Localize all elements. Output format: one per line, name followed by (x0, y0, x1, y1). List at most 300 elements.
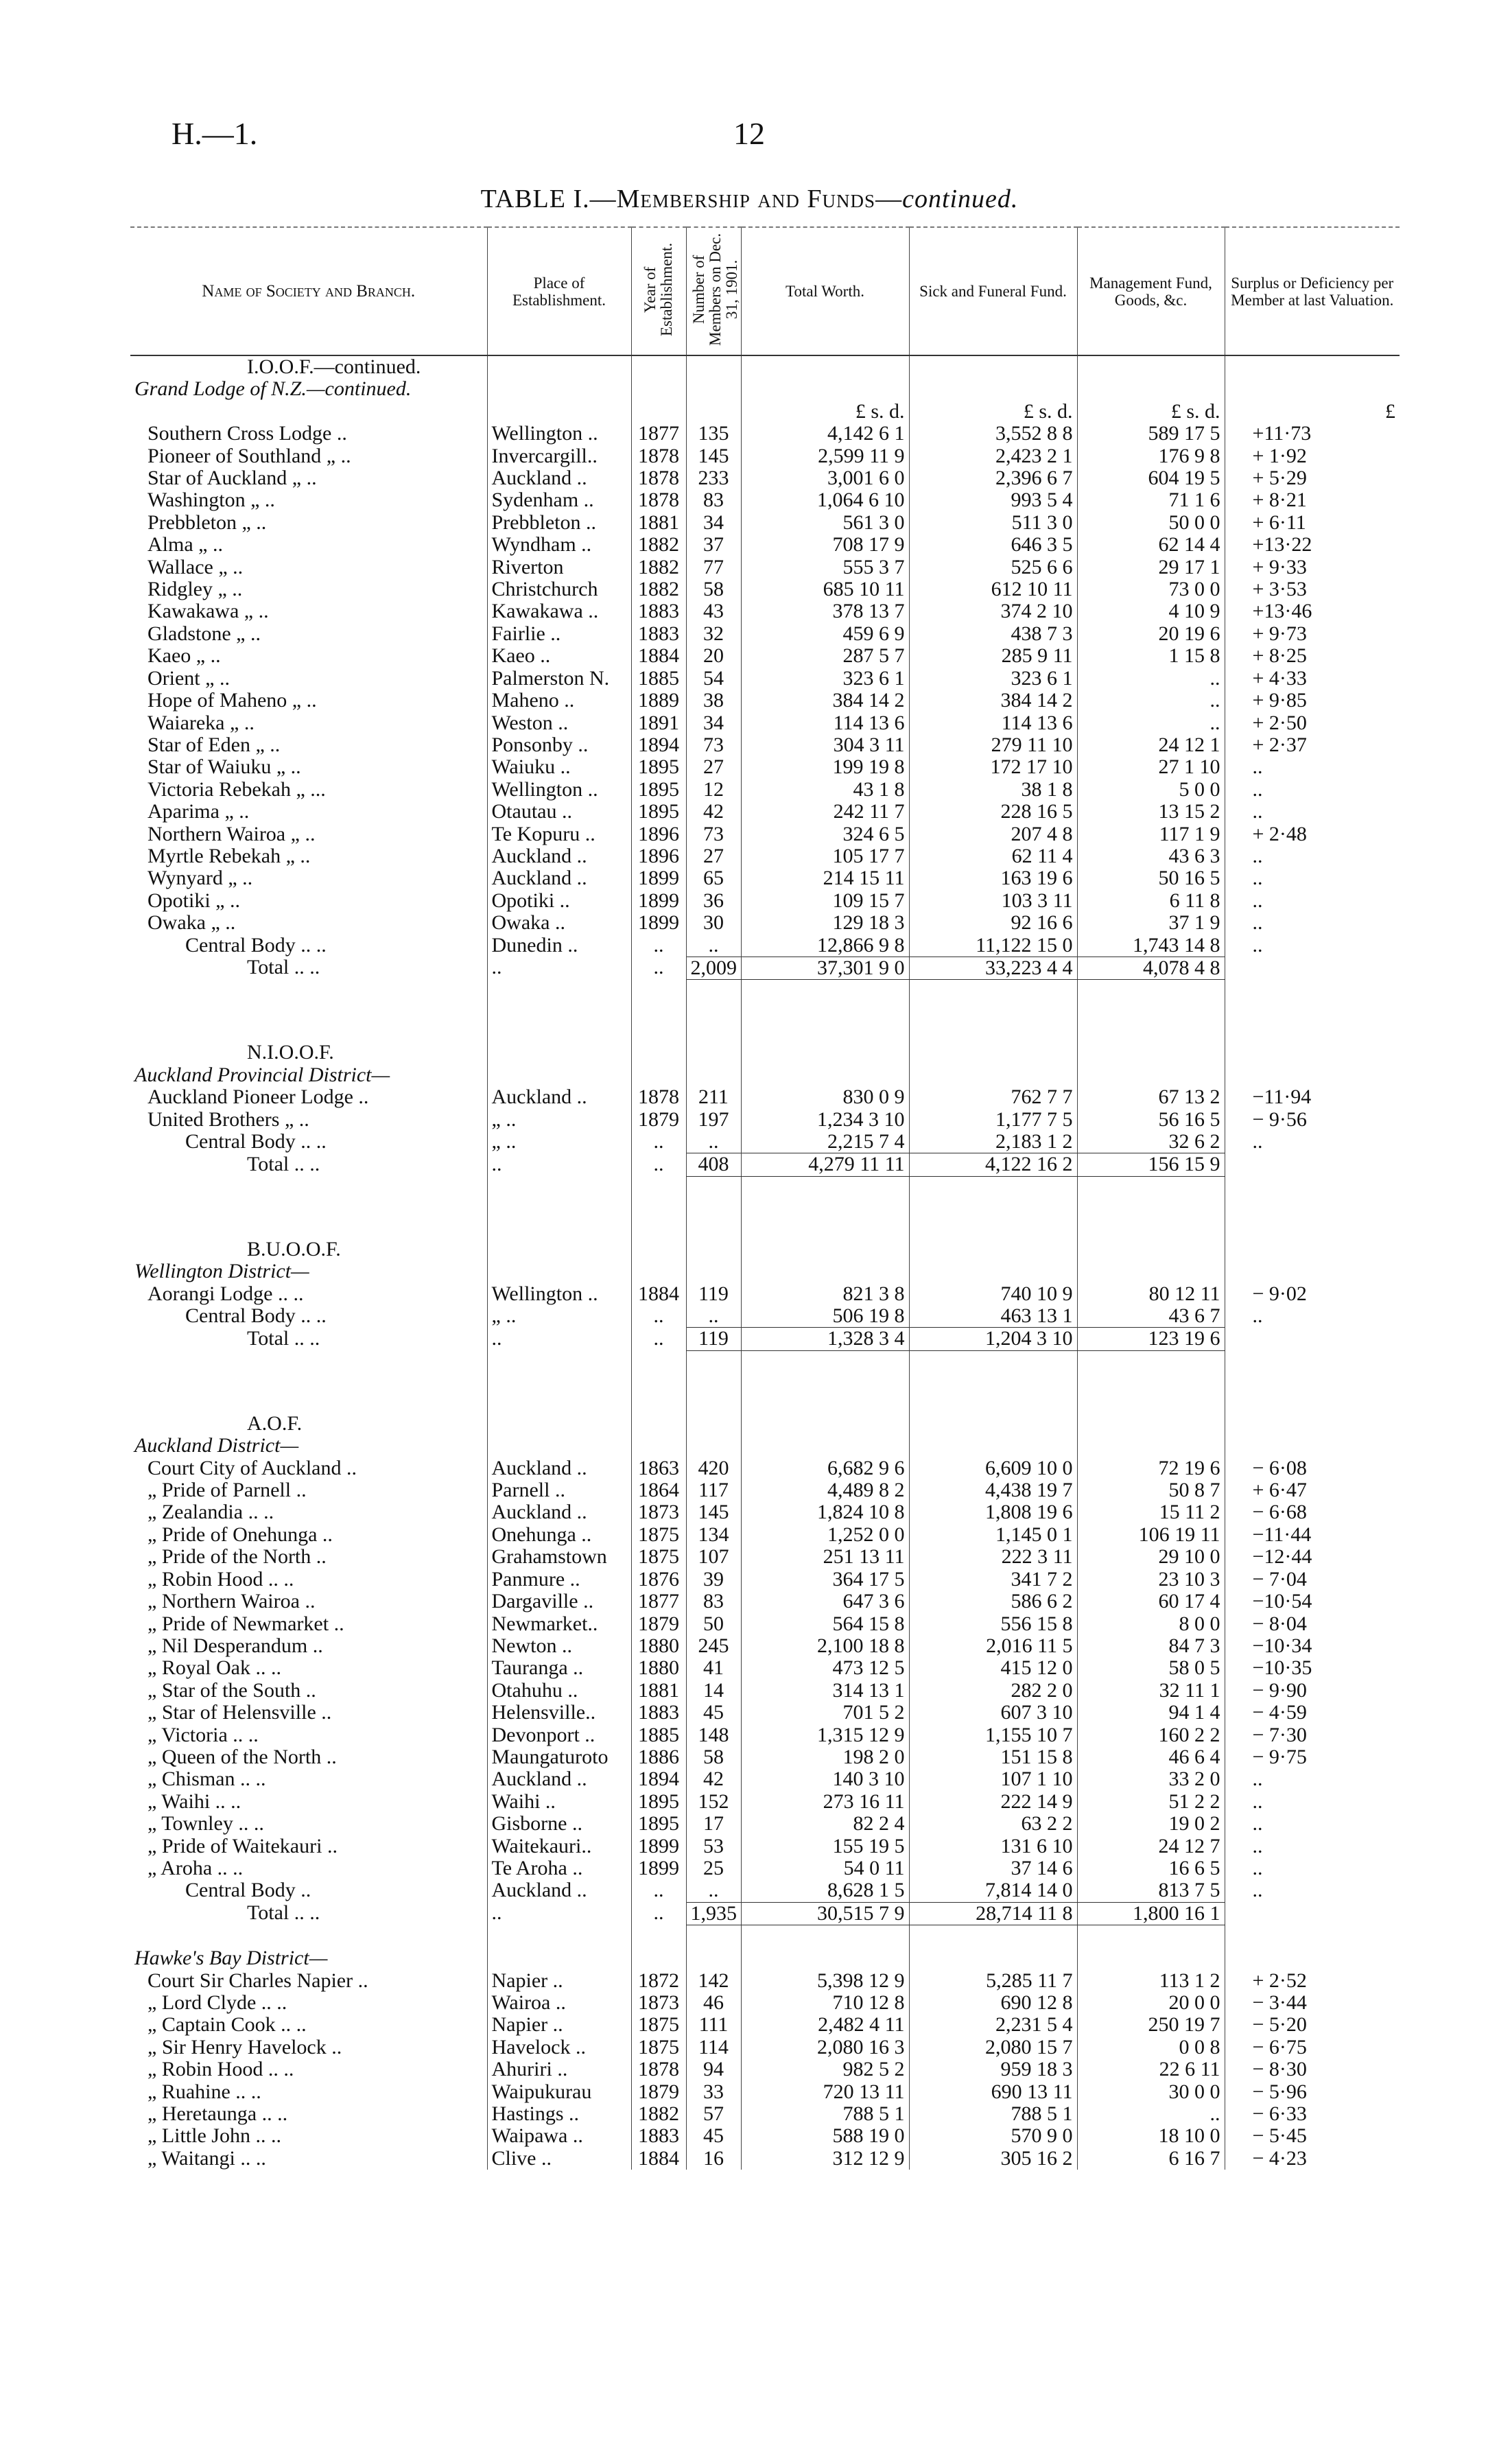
cell-total-worth: 105 17 7 (741, 845, 909, 867)
cell-management-fund: 50 0 0 (1077, 512, 1225, 534)
cell-surplus: −11·94 (1225, 1086, 1400, 1108)
cell-place: Sydenham .. (487, 489, 631, 511)
cell-total-worth: 555 3 7 (741, 556, 909, 578)
cell-total-worth: 378 13 7 (741, 600, 909, 622)
cell-year: 1894 (631, 734, 686, 756)
table-row (130, 734, 1400, 756)
empty-cell (686, 1947, 741, 1969)
cell-sick-fund: 525 6 6 (909, 556, 1077, 578)
cell-year: 1872 (631, 1970, 686, 1992)
total-cell-year: .. (631, 1328, 686, 1350)
cell-branch-name: „ Aroha .. .. (147, 1857, 244, 1879)
table-row (130, 2037, 1400, 2058)
cell-year: 1895 (631, 1791, 686, 1813)
empty-cell (631, 1947, 686, 1969)
cell-members: 14 (686, 1680, 741, 1702)
cell-branch-name: Star of Auckland „ .. (147, 467, 317, 490)
cell-surplus: .. (1225, 890, 1400, 912)
section-title (130, 1042, 1400, 1064)
cell-total-worth: 459 6 9 (741, 623, 909, 645)
table-row (130, 623, 1400, 645)
table-row (130, 467, 1400, 489)
cell-surplus: − 6·08 (1225, 1457, 1400, 1479)
cell-sick-fund: 2,423 2 1 (909, 445, 1077, 467)
cell-place: „ .. (487, 1305, 631, 1328)
total-label: Total .. .. (247, 957, 320, 979)
spacer-row (130, 980, 1400, 1042)
empty-cell (631, 1064, 686, 1086)
cell-year: 1879 (631, 1109, 686, 1131)
cell-members: 33 (686, 2081, 741, 2103)
cell-branch-name: „ Northern Wairoa .. (147, 1591, 316, 1613)
cell-members: 142 (686, 1970, 741, 1992)
total-cell-year: .. (631, 957, 686, 979)
cell-surplus: +13·46 (1225, 600, 1400, 622)
empty-cell (741, 1042, 909, 1064)
cell-branch-name: Owaka „ .. (147, 912, 236, 935)
cell-management-fund: 6 11 8 (1077, 890, 1225, 912)
cell-place: Fairlie .. (487, 623, 631, 645)
cell-sick-fund: 323 6 1 (909, 668, 1077, 690)
cell-sick-fund: 607 3 10 (909, 1702, 1077, 1724)
spacer-cell (1225, 1350, 1400, 1413)
cell-total-worth: 685 10 11 (741, 578, 909, 600)
cell-sick-fund: 62 11 4 (909, 845, 1077, 867)
table-row (130, 823, 1400, 845)
cell-year: 1873 (631, 1992, 686, 2014)
table-row (130, 2014, 1400, 2036)
cell-branch-name: Hope of Maheno „ .. (147, 690, 317, 712)
cell-total-worth: 109 15 7 (741, 890, 909, 912)
empty-cell (487, 1042, 631, 1064)
cell-management-fund: 29 10 0 (1077, 1546, 1225, 1568)
total-cell-management-fund: 156 15 9 (1077, 1153, 1225, 1176)
cell-management-fund: 56 16 5 (1077, 1109, 1225, 1131)
spacer-cell (631, 1350, 686, 1413)
cell-place: Auckland .. (487, 867, 631, 889)
cell-surplus: .. (1225, 845, 1400, 867)
cell-total-worth: 701 5 2 (741, 1702, 909, 1724)
cell-year: 1873 (631, 1501, 686, 1523)
section-subtitle (130, 1947, 1400, 1969)
spacer-cell (487, 1925, 631, 1948)
empty-cell (741, 355, 909, 378)
cell-place: Clive .. (487, 2148, 631, 2170)
cell-place: Napier .. (487, 1970, 631, 1992)
cell-branch-name: „ Nil Desperandum .. (147, 1634, 323, 1657)
cell-year: 1878 (631, 489, 686, 511)
empty-cell (1077, 1947, 1225, 1969)
empty-cell (909, 355, 1077, 378)
table-row (130, 1813, 1400, 1835)
cell-sick-fund: 2,396 6 7 (909, 467, 1077, 489)
spacer-cell (909, 1925, 1077, 1948)
unit-label: £ s. d. (741, 401, 909, 423)
table-row (130, 779, 1400, 801)
empty-cell (487, 1947, 631, 1969)
cell-management-fund: .. (1077, 690, 1225, 712)
total-cell-members: 119 (686, 1328, 741, 1350)
cell-members: 39 (686, 1569, 741, 1591)
cell-place: Wellington .. (487, 423, 631, 445)
cell-year: 1875 (631, 2037, 686, 2058)
cell-sick-fund: 740 10 9 (909, 1283, 1077, 1305)
cell-surplus: .. (1225, 1879, 1400, 1902)
cell-year: 1864 (631, 1479, 686, 1501)
cell-total-worth: 54 0 11 (741, 1857, 909, 1879)
cell-total-worth: 710 12 8 (741, 1992, 909, 2014)
total-cell-surplus (1225, 1328, 1400, 1350)
cell-surplus: .. (1225, 1305, 1400, 1328)
table-row (130, 1835, 1400, 1857)
table-title (0, 184, 1499, 214)
cell-surplus: + 8·21 (1225, 489, 1400, 511)
cell-year: 1883 (631, 1702, 686, 1724)
table-row (130, 2103, 1400, 2125)
cell-surplus: − 9·02 (1225, 1283, 1400, 1305)
empty-cell (487, 355, 631, 378)
table-row (130, 1970, 1400, 1992)
spacer-cell (741, 1925, 909, 1948)
cell-total-worth: 242 11 7 (741, 801, 909, 823)
empty-cell (631, 355, 686, 378)
cell-members: 30 (686, 912, 741, 934)
cell-management-fund: 0 0 8 (1077, 2037, 1225, 2058)
cell-place: Otahuhu .. (487, 1680, 631, 1702)
empty-cell (487, 1239, 631, 1260)
cell-branch-name: Kawakawa „ .. (147, 600, 269, 623)
col-header-year (631, 227, 686, 355)
spacer-cell (1077, 1925, 1225, 1948)
table-row (130, 2081, 1400, 2103)
cell-surplus: − 9·75 (1225, 1746, 1400, 1768)
cell-branch-name: „ Pride of Waitekauri .. (147, 1835, 338, 1857)
cell-sick-fund: 63 2 2 (909, 1813, 1077, 1835)
cell-surplus: +13·22 (1225, 534, 1400, 556)
unit-label (130, 401, 487, 423)
page-header (0, 115, 1499, 156)
spacer-row (130, 1925, 1400, 1948)
section-title (130, 1239, 1400, 1260)
cell-members: 41 (686, 1657, 741, 1679)
membership-funds-table (130, 226, 1400, 2170)
cell-surplus: + 6·47 (1225, 1479, 1400, 1501)
empty-cell (686, 378, 741, 400)
cell-total-worth: 364 17 5 (741, 1569, 909, 1591)
cell-branch-name: Wallace „ .. (147, 556, 244, 578)
cell-surplus: − 5·96 (1225, 2081, 1400, 2103)
cell-members: 83 (686, 489, 741, 511)
total-cell-surplus (1225, 957, 1400, 979)
cell-sick-fund: 2,080 15 7 (909, 2037, 1077, 2058)
cell-sick-fund: 1,177 7 5 (909, 1109, 1077, 1131)
cell-management-fund: 4 10 9 (1077, 600, 1225, 622)
cell-management-fund: 24 12 7 (1077, 1835, 1225, 1857)
table-row (130, 1992, 1400, 2014)
table-row (130, 867, 1400, 889)
cell-management-fund: 94 1 4 (1077, 1702, 1225, 1724)
section-subtitle-text: Wellington District— (134, 1260, 309, 1283)
cell-surplus: +11·73 (1225, 423, 1400, 445)
cell-members: 145 (686, 1501, 741, 1523)
unit-label: £ (1225, 401, 1400, 423)
spacer-cell (1077, 1176, 1225, 1239)
spacer-cell (631, 980, 686, 1042)
table-title-suffix: continued. (902, 185, 1019, 213)
empty-cell (741, 1064, 909, 1086)
cell-surplus: − 6·68 (1225, 1501, 1400, 1523)
cell-place: Maheno .. (487, 690, 631, 712)
cell-sick-fund: 1,145 0 1 (909, 1524, 1077, 1546)
cell-place: Palmerston N. (487, 668, 631, 690)
spacer-cell (909, 1350, 1077, 1413)
total-cell-place: .. (487, 1902, 631, 1925)
table-row (130, 1857, 1400, 1879)
section-title (130, 1413, 1400, 1435)
cell-sick-fund: 690 12 8 (909, 1992, 1077, 2014)
cell-branch-name: „ Pride of Newmarket .. (147, 1612, 344, 1635)
cell-sick-fund: 107 1 10 (909, 1768, 1077, 1790)
cell-surplus: −11·44 (1225, 1524, 1400, 1546)
cell-year: 1882 (631, 534, 686, 556)
empty-cell (686, 1042, 741, 1064)
section-title-text: A.O.F. (247, 1412, 303, 1435)
spacer-cell (130, 1925, 487, 1948)
cell-management-fund: 84 7 3 (1077, 1635, 1225, 1657)
empty-cell (487, 1435, 631, 1457)
cell-place: Auckland .. (487, 1457, 631, 1479)
cell-members: 16 (686, 2148, 741, 2170)
cell-sick-fund: 586 6 2 (909, 1591, 1077, 1612)
cell-sick-fund: 788 5 1 (909, 2103, 1077, 2125)
table-row (130, 1569, 1400, 1591)
empty-cell (1077, 1239, 1225, 1260)
unit-label: £ s. d. (1077, 401, 1225, 423)
cell-members: 94 (686, 2058, 741, 2080)
cell-management-fund: 24 12 1 (1077, 734, 1225, 756)
table-row (130, 556, 1400, 578)
cell-sick-fund: 279 11 10 (909, 734, 1077, 756)
cell-surplus: − 3·44 (1225, 1992, 1400, 2014)
total-cell-members: 2,009 (686, 957, 741, 979)
cell-sick-fund: 690 13 11 (909, 2081, 1077, 2103)
cell-place: Prebbleton .. (487, 512, 631, 534)
cell-management-fund: 73 0 0 (1077, 578, 1225, 600)
cell-sick-fund: 305 16 2 (909, 2148, 1077, 2170)
spacer-cell (1077, 980, 1225, 1042)
spacer-cell (130, 1350, 487, 1413)
col-header-sick-fund: Sick and Funeral Fund. (909, 227, 1077, 355)
cell-sick-fund: 612 10 11 (909, 578, 1077, 600)
empty-cell (686, 1413, 741, 1435)
cell-sick-fund: 3,552 8 8 (909, 423, 1077, 445)
empty-cell (487, 1413, 631, 1435)
cell-place: Christchurch (487, 578, 631, 600)
unit-label (631, 401, 686, 423)
empty-cell (741, 1947, 909, 1969)
cell-branch-name: Star of Waiuku „ .. (147, 756, 301, 779)
empty-cell (909, 1239, 1077, 1260)
cell-surplus: − 7·04 (1225, 1569, 1400, 1591)
cell-surplus: .. (1225, 1813, 1400, 1835)
table-row (130, 1546, 1400, 1568)
cell-total-worth: 314 13 1 (741, 1680, 909, 1702)
cell-members: 17 (686, 1813, 741, 1835)
table-row (130, 512, 1400, 534)
cell-branch-name: United Brothers „ .. (147, 1108, 309, 1131)
cell-branch-name: Aorangi Lodge .. .. (147, 1282, 304, 1305)
cell-members: 45 (686, 2125, 741, 2147)
total-cell-management-fund: 123 19 6 (1077, 1328, 1225, 1350)
cell-year: 1885 (631, 668, 686, 690)
cell-year: 1884 (631, 645, 686, 667)
cell-management-fund: 8 0 0 (1077, 1613, 1225, 1635)
cell-management-fund: 6 16 7 (1077, 2148, 1225, 2170)
spacer-cell (487, 1350, 631, 1413)
cell-sick-fund: 463 13 1 (909, 1305, 1077, 1328)
cell-total-worth: 821 3 8 (741, 1283, 909, 1305)
cell-year: 1896 (631, 845, 686, 867)
spacer-cell (686, 1350, 741, 1413)
cell-members: 25 (686, 1857, 741, 1879)
empty-cell (1225, 1064, 1400, 1086)
cell-members: 73 (686, 823, 741, 845)
table-row (130, 1724, 1400, 1746)
cell-surplus: −10·35 (1225, 1657, 1400, 1679)
total-row (130, 957, 1400, 979)
table-row (130, 1635, 1400, 1657)
cell-members: 20 (686, 645, 741, 667)
cell-branch-name: „ Waitangi .. .. (147, 2147, 266, 2170)
cell-branch-name: „ Ruahine .. .. (147, 2080, 261, 2103)
table-row (130, 2125, 1400, 2147)
cell-members: 135 (686, 423, 741, 445)
cell-sick-fund: 207 4 8 (909, 823, 1077, 845)
cell-place: Wairoa .. (487, 1992, 631, 2014)
cell-branch-name: „ Heretaunga .. .. (147, 2103, 288, 2126)
cell-branch-name: Washington „ .. (147, 489, 275, 512)
cell-surplus: .. (1225, 1131, 1400, 1153)
cell-branch-name: „ Zealandia .. .. (147, 1501, 274, 1524)
cell-place: Hastings .. (487, 2103, 631, 2125)
cell-branch-name: Central Body .. (185, 1879, 311, 1902)
empty-cell (741, 1413, 909, 1435)
cell-total-worth: 12,866 9 8 (741, 935, 909, 957)
total-cell-place: .. (487, 1153, 631, 1176)
cell-management-fund: 37 1 9 (1077, 912, 1225, 934)
cell-total-worth: 323 6 1 (741, 668, 909, 690)
total-label: Total .. .. (247, 1327, 320, 1350)
cell-management-fund: 1,743 14 8 (1077, 935, 1225, 957)
cell-sick-fund: 285 9 11 (909, 645, 1077, 667)
table-row (130, 1109, 1400, 1131)
cell-management-fund: 50 16 5 (1077, 867, 1225, 889)
cell-management-fund: 43 6 7 (1077, 1305, 1225, 1328)
cell-sick-fund: 1,808 19 6 (909, 1501, 1077, 1523)
cell-surplus: + 8·25 (1225, 645, 1400, 667)
cell-members: 27 (686, 845, 741, 867)
cell-place: Dargaville .. (487, 1591, 631, 1612)
cell-total-worth: 1,064 6 10 (741, 489, 909, 511)
cell-surplus: .. (1225, 935, 1400, 957)
cell-branch-name: Auckland Pioneer Lodge .. (147, 1086, 369, 1109)
cell-total-worth: 564 15 8 (741, 1613, 909, 1635)
cell-place: Grahamstown (487, 1546, 631, 1568)
cell-sick-fund: 762 7 7 (909, 1086, 1077, 1108)
cell-total-worth: 155 19 5 (741, 1835, 909, 1857)
cell-place: Waipawa .. (487, 2125, 631, 2147)
cell-total-worth: 198 2 0 (741, 1746, 909, 1768)
cell-place: Invercargill.. (487, 445, 631, 467)
cell-total-worth: 304 3 11 (741, 734, 909, 756)
cell-branch-name: „ Pride of Onehunga .. (147, 1523, 333, 1546)
cell-surplus: .. (1225, 1791, 1400, 1813)
cell-year: 1899 (631, 912, 686, 934)
cell-place: Devonport .. (487, 1724, 631, 1746)
spacer-cell (686, 1176, 741, 1239)
table-row (130, 1591, 1400, 1612)
cell-surplus: + 2·52 (1225, 1970, 1400, 1992)
cell-sick-fund: 222 3 11 (909, 1546, 1077, 1568)
cell-surplus: − 8·30 (1225, 2058, 1400, 2080)
section-subtitle (130, 1260, 1400, 1282)
cell-place: Newmarket.. (487, 1613, 631, 1635)
cell-branch-name: Waiareka „ .. (147, 712, 255, 734)
cell-management-fund: 33 2 0 (1077, 1768, 1225, 1790)
cell-management-fund: 58 0 5 (1077, 1657, 1225, 1679)
cell-branch-name: Northern Wairoa „ .. (147, 823, 316, 845)
cell-year: .. (631, 935, 686, 957)
cell-year: 1885 (631, 1724, 686, 1746)
cell-year: .. (631, 1131, 686, 1153)
col-header-members-text: Number of Members on Dec. 31, 1901. (689, 233, 740, 347)
cell-year: 1882 (631, 556, 686, 578)
cell-members: .. (686, 1305, 741, 1328)
cell-management-fund: 604 19 5 (1077, 467, 1225, 489)
total-cell-place: .. (487, 1328, 631, 1350)
cell-year: 1880 (631, 1657, 686, 1679)
empty-cell (741, 1435, 909, 1457)
cell-sick-fund: 114 13 6 (909, 712, 1077, 734)
cell-place: Waihi .. (487, 1791, 631, 1813)
cell-management-fund: 18 10 0 (1077, 2125, 1225, 2147)
cell-place: Auckland .. (487, 467, 631, 489)
cell-year: 1878 (631, 467, 686, 489)
cell-place: Kawakawa .. (487, 600, 631, 622)
cell-members: 38 (686, 690, 741, 712)
empty-cell (1225, 1260, 1400, 1282)
cell-members: 50 (686, 1613, 741, 1635)
section-title-text: B.U.O.O.F. (247, 1238, 341, 1260)
cell-place: Dunedin .. (487, 935, 631, 957)
cell-place: Onehunga .. (487, 1524, 631, 1546)
empty-cell (487, 378, 631, 400)
cell-surplus: .. (1225, 867, 1400, 889)
cell-place: Te Aroha .. (487, 1857, 631, 1879)
cell-branch-name: Ridgley „ .. (147, 578, 243, 601)
cell-members: 12 (686, 779, 741, 801)
cell-sick-fund: 556 15 8 (909, 1613, 1077, 1635)
cell-members: 43 (686, 600, 741, 622)
empty-cell (909, 1435, 1077, 1457)
empty-cell (631, 1260, 686, 1282)
cell-management-fund: 27 1 10 (1077, 756, 1225, 778)
spacer-cell (130, 980, 487, 1042)
cell-year: 1877 (631, 1591, 686, 1612)
cell-members: .. (686, 1879, 741, 1902)
cell-sick-fund: 993 5 4 (909, 489, 1077, 511)
cell-branch-name: „ Sir Henry Havelock .. (147, 2036, 342, 2058)
